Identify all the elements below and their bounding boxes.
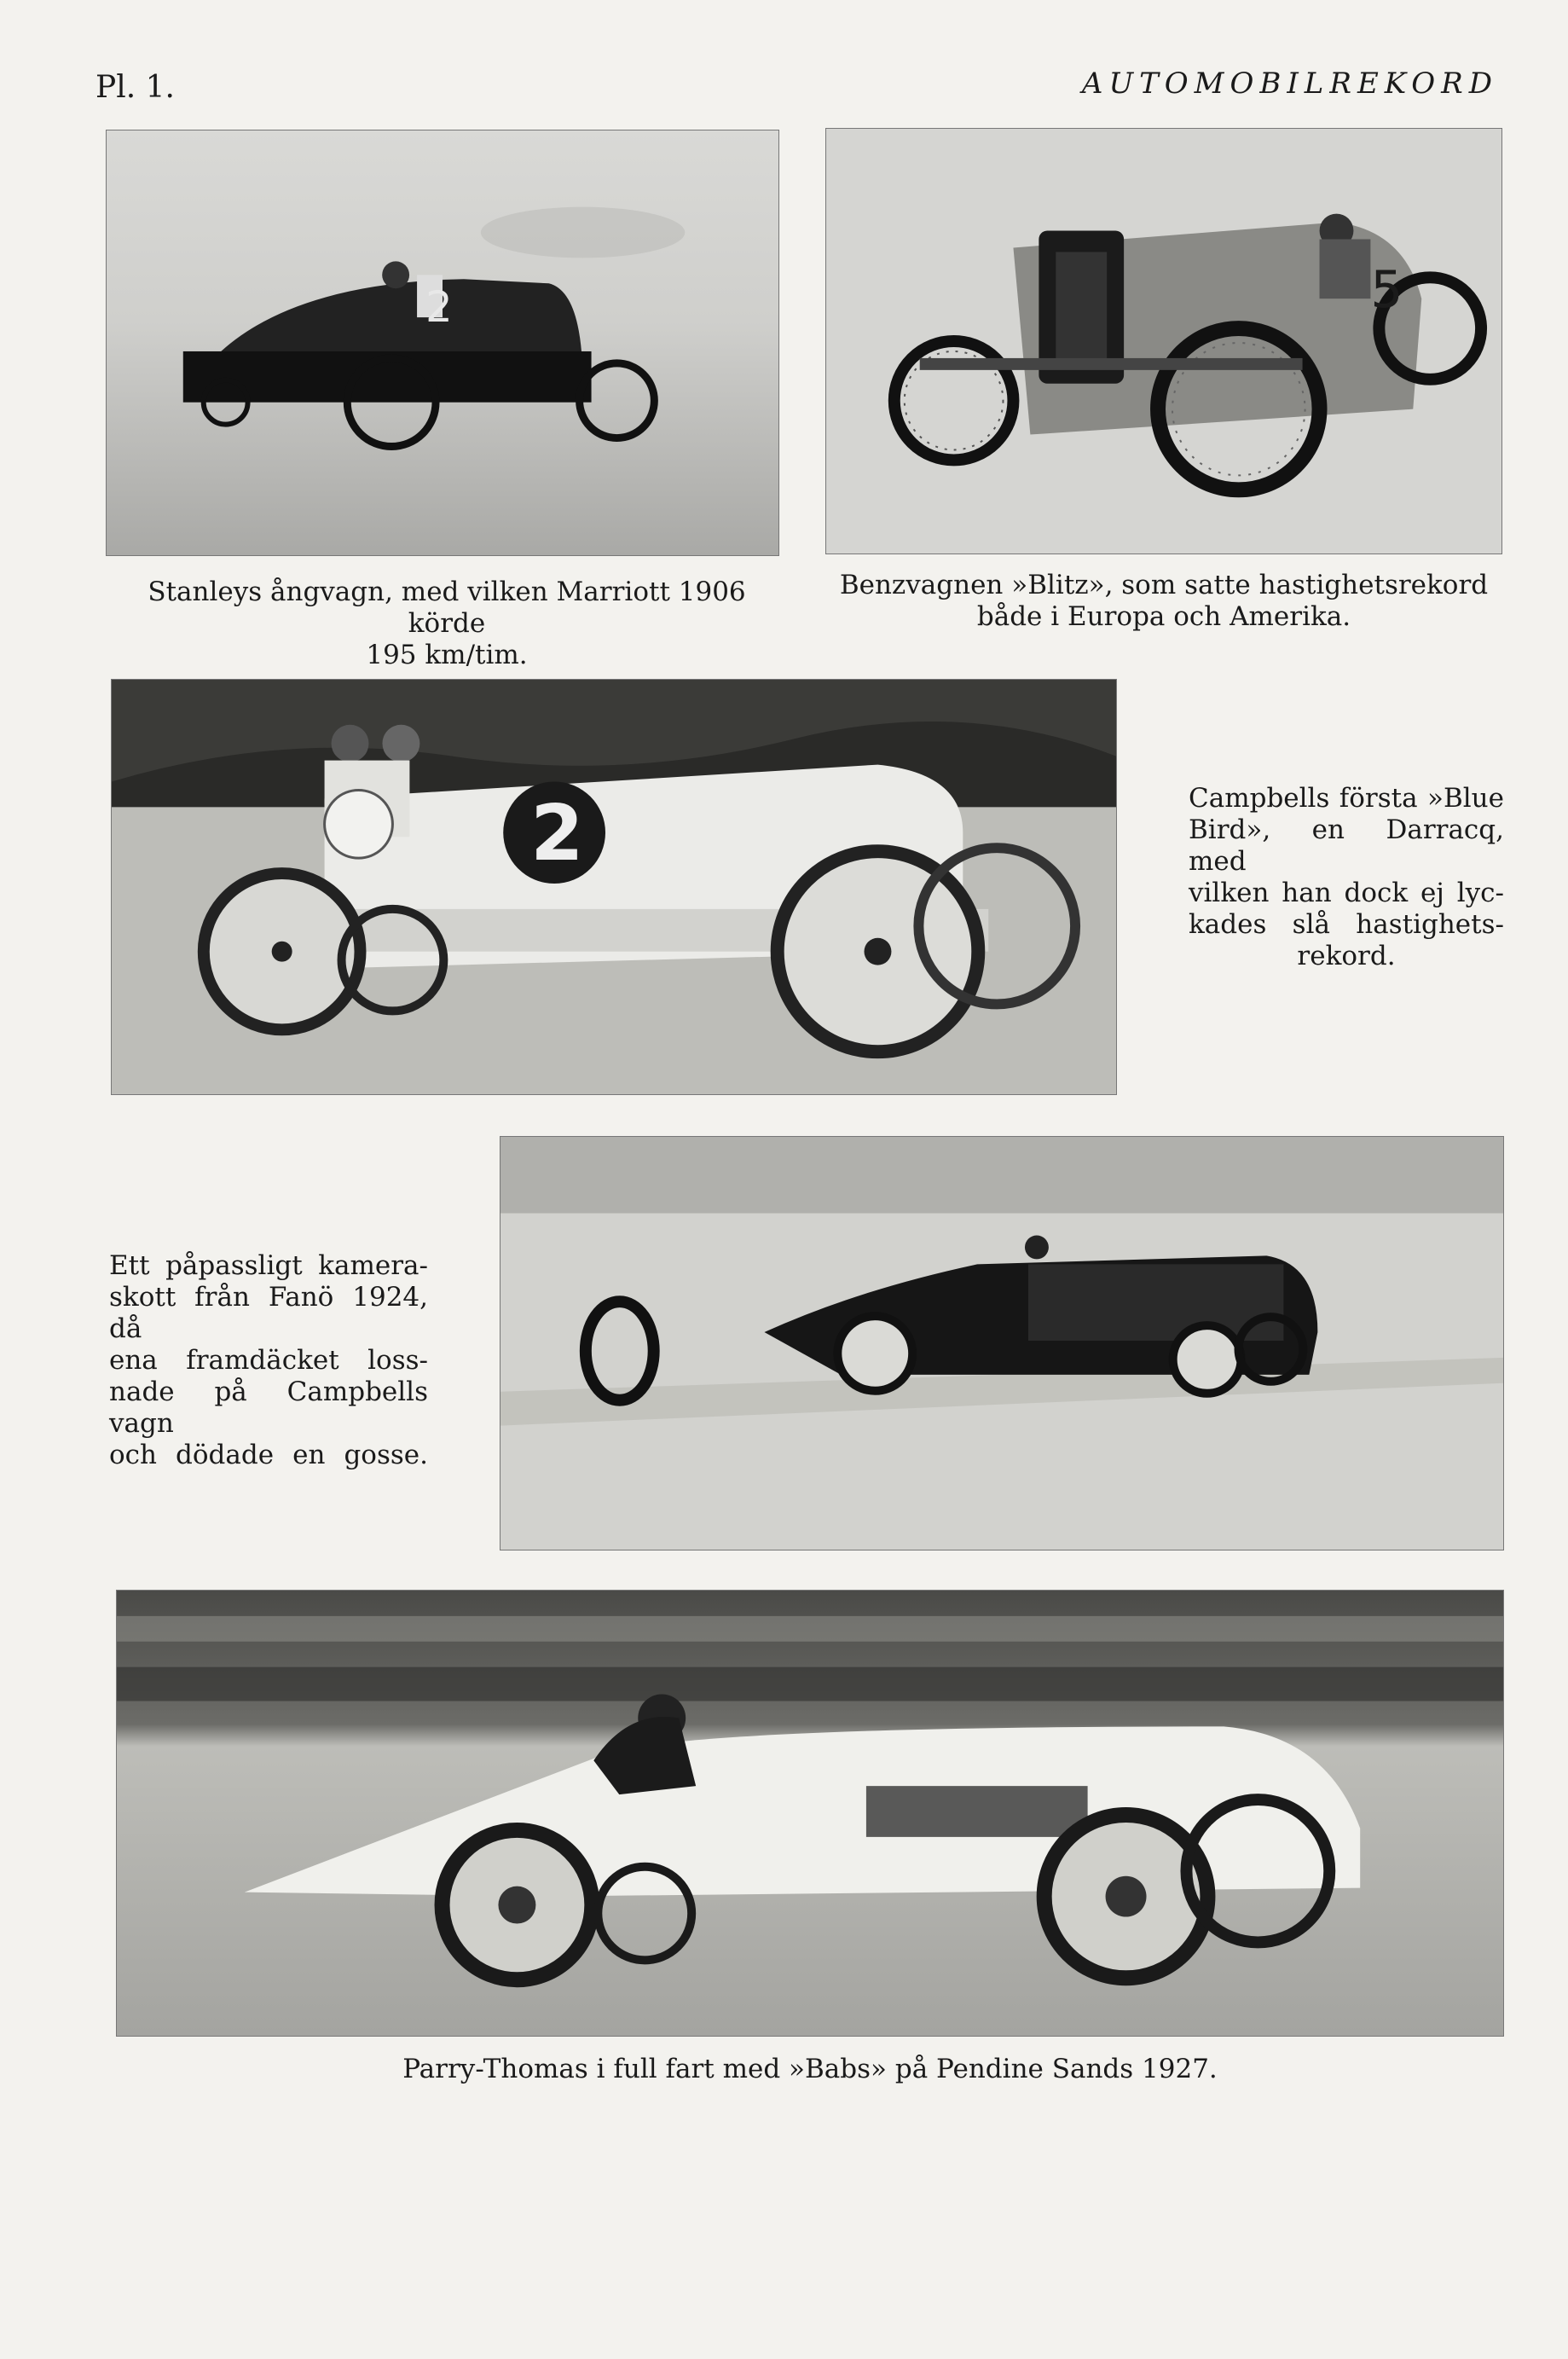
car-number-2: 5 (1370, 260, 1403, 321)
photo-blitzen-benz (825, 128, 1502, 554)
page-title: AUTOMOBILREKORD (1081, 67, 1498, 101)
car-number-1: 2 (425, 282, 453, 333)
caption-1: Stanleys ångvagn, med vilken Marriott 1906 körde 195 km/tim. (148, 577, 746, 670)
caption-5: Parry-Thomas i full fart med »Babs» på Pendine Sands 1927. (402, 2054, 1218, 2084)
caption-3: Campbells första »Blue Bird», en Darracq, med vilken han dock ej lyc- kades slå hastighets- rekord. (1189, 783, 1504, 971)
photo-babs-pendine-1927 (116, 1590, 1504, 2037)
car-number-3: 2 (530, 790, 584, 879)
photo-fano-1924 (500, 1136, 1504, 1550)
photo-stanley-steamer (106, 130, 779, 556)
plate-number: Pl. 1. (95, 70, 175, 105)
caption-4: Ett påpassligt kamera- skott från Fanö 1924, då ena framdäcket loss- nade på Campbells vagn och dödade en gosse. (109, 1250, 428, 1470)
photo-blue-bird-darracq (111, 679, 1117, 1095)
caption-2: Benzvagnen »Blitz», som satte hastighetsrekord både i Europa och Amerika. (839, 570, 1489, 632)
